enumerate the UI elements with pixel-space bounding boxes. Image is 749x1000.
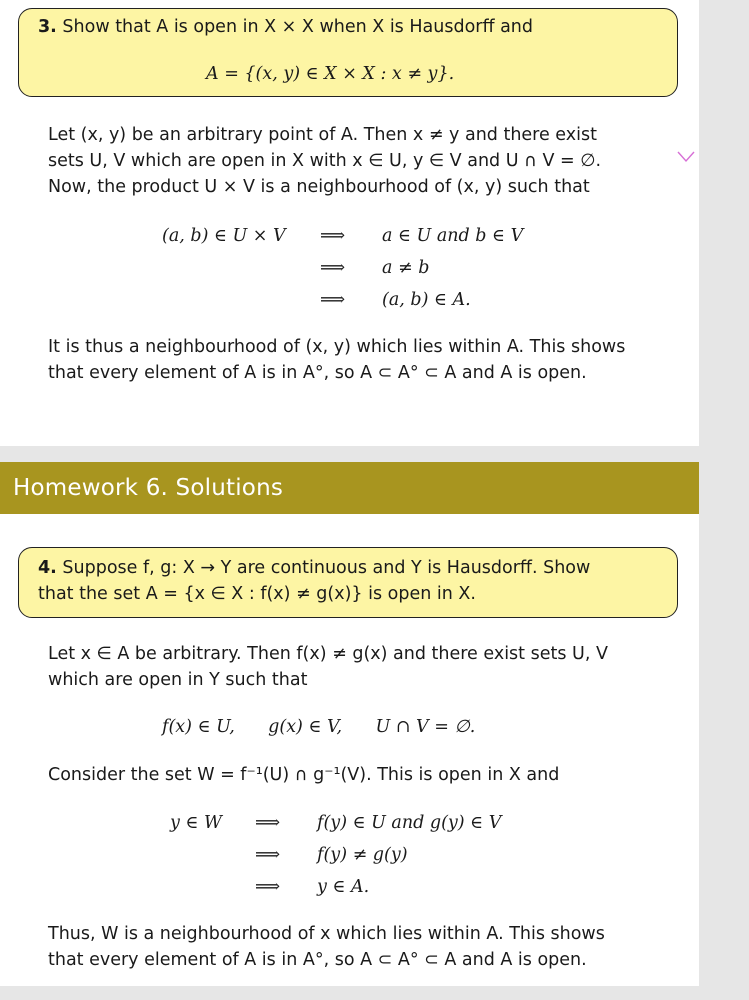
implies-arrow: ⟹	[255, 845, 281, 865]
proof-3-chain-lhs-1: (a, b) ∈ U × V	[162, 226, 286, 246]
problem-4-statement-line1	[38, 557, 590, 579]
proof-4-conclusion-line2: that every element of A is in A°, so A ⊂ A° ⊂ A and A is open.	[48, 950, 587, 970]
problem-3-statement-line1	[38, 16, 533, 38]
proof-4-conclusion-line1: Thus, W is a neighbourhood of x which lies within A. This shows	[48, 924, 605, 944]
proof-4-chain-rhs-3: y ∈ A.	[317, 877, 370, 897]
implies-arrow: ⟹	[255, 877, 281, 897]
problem-4-statement-line2: that the set A = {x ∈ X : f(x) ≠ g(x)} is open in X.	[38, 584, 476, 604]
proof-3-conclusion-line2: that every element of A is in A°, so A ⊂ A° ⊂ A and A is open.	[48, 363, 587, 383]
implies-arrow: ⟹	[320, 226, 346, 246]
proof-4-display-equation: f(x) ∈ U, g(x) ∈ V, U ∩ V = ∅.	[162, 717, 476, 737]
proof-4-line2: which are open in Y such that	[48, 670, 308, 690]
implies-arrow: ⟹	[320, 290, 346, 310]
problem-3-number: 3.	[38, 17, 57, 37]
proof-3-chain-rhs-2: a ≠ b	[382, 258, 430, 278]
problem-3-text: Show that A is open in X × X when X is Hausdorff and	[62, 17, 534, 37]
implies-arrow: ⟹	[320, 258, 346, 278]
proof-3-chain-rhs-1: a ∈ U and b ∈ V	[382, 226, 524, 246]
proof-3-line1: Let (x, y) be an arbitrary point of A. Then x ≠ y and there exist	[48, 125, 597, 145]
section-banner	[0, 462, 699, 514]
problem-4-number: 4.	[38, 558, 57, 578]
proof-4-line3: Consider the set W = f⁻¹(U) ∩ g⁻¹(V). This is open in X and	[48, 765, 560, 785]
proof-3-conclusion-line1: It is thus a neighbourhood of (x, y) which lies within A. This shows	[48, 337, 626, 357]
proof-3-line3: Now, the product U × V is a neighbourhood of (x, y) such that	[48, 177, 590, 197]
proof-3-line2: sets U, V which are open in X with x ∈ U, y ∈ V and U ∩ V = ∅.	[48, 151, 602, 171]
proof-4-chain-lhs-1: y ∈ W	[170, 813, 222, 833]
proof-4-chain-rhs-1: f(y) ∈ U and g(y) ∈ V	[317, 813, 502, 833]
proof-3-chain-rhs-3: (a, b) ∈ A.	[382, 290, 471, 310]
proof-4-chain-rhs-2: f(y) ≠ g(y)	[317, 845, 408, 865]
checkmark-icon	[677, 150, 695, 164]
implies-arrow: ⟹	[255, 813, 281, 833]
proof-4-line1: Let x ∈ A be arbitrary. Then f(x) ≠ g(x) and there exist sets U, V	[48, 644, 608, 664]
problem-3-set-definition: A = {(x, y) ∈ X × X : x ≠ y}.	[206, 64, 455, 84]
banner-title: Homework 6. Solutions	[13, 475, 284, 501]
problem-4-text: Suppose f, g: X → Y are continuous and Y is Hausdorff. Show	[62, 558, 591, 578]
